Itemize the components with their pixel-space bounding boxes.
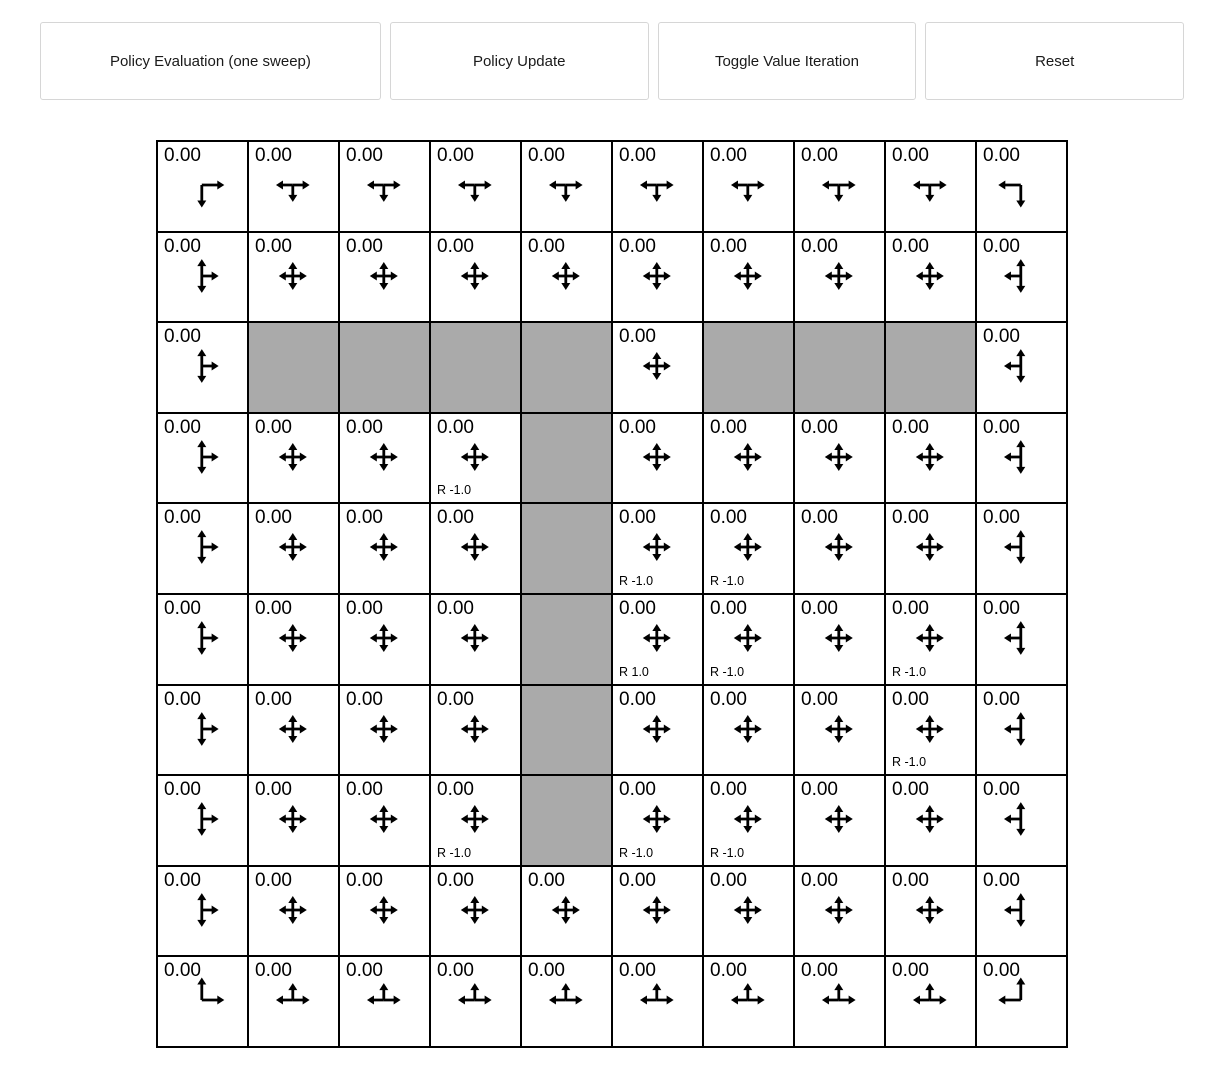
cell-value: 0.00: [983, 507, 1020, 529]
policy-arrows-icon: [808, 880, 868, 940]
cell-value: 0.00: [346, 507, 383, 529]
policy-arrows-icon: [990, 246, 1050, 306]
cell-value: 0.00: [164, 688, 201, 710]
grid-cell[interactable]: [976, 594, 1067, 685]
grid-cell[interactable]: [794, 141, 885, 232]
grid-cell[interactable]: [612, 594, 703, 685]
cell-value: 0.00: [983, 779, 1020, 801]
policy-arrows-icon: [717, 155, 777, 215]
cell-value: 0.00: [801, 235, 838, 257]
grid-cell[interactable]: [703, 141, 794, 232]
policy-arrows-icon: [262, 880, 322, 940]
wall-cell: [703, 322, 794, 413]
cell-value: 0.00: [801, 869, 838, 891]
reward-label: R -1.0: [710, 664, 745, 679]
policy-arrows-icon: [990, 336, 1050, 396]
cell-value: 0.00: [346, 597, 383, 619]
grid-cell[interactable]: [885, 956, 976, 1047]
policy-arrows-icon: [899, 246, 959, 306]
policy-arrows-icon: [899, 789, 959, 849]
grid-cell[interactable]: [430, 141, 521, 232]
policy-arrows-icon: [626, 427, 686, 487]
grid-cell[interactable]: [703, 685, 794, 776]
grid-cell[interactable]: [612, 141, 703, 232]
cell-value: 0.00: [528, 145, 565, 166]
policy-arrows-icon: [262, 427, 322, 487]
cell-value: 0.00: [255, 145, 292, 166]
cell-value: 0.00: [983, 145, 1020, 166]
grid-cell[interactable]: [339, 413, 430, 504]
grid-cell[interactable]: [976, 775, 1067, 866]
gridworld-grid: [156, 140, 1068, 1048]
cell-value: 0.00: [619, 779, 656, 801]
cell-value: 0.00: [710, 416, 747, 438]
grid-cell[interactable]: [612, 413, 703, 504]
grid-cell[interactable]: [430, 232, 521, 323]
grid-cell[interactable]: [976, 232, 1067, 323]
cell-value: 0.00: [619, 960, 656, 982]
policy-arrows-icon: [808, 246, 868, 306]
policy-arrows-icon: [444, 970, 504, 1030]
policy-arrows-icon: [171, 517, 231, 577]
grid-cell[interactable]: [794, 503, 885, 594]
grid-cell[interactable]: [248, 232, 339, 323]
cell-value: 0.00: [619, 688, 656, 710]
policy-arrows-icon: [444, 246, 504, 306]
grid-cell[interactable]: [157, 232, 248, 323]
policy-arrows-icon: [808, 427, 868, 487]
policy-arrows-icon: [353, 246, 413, 306]
policy-arrows-icon: [990, 427, 1050, 487]
policy-arrows-icon: [535, 246, 595, 306]
policy-arrows-icon: [717, 880, 777, 940]
cell-value: 0.00: [983, 235, 1020, 257]
cell-value: 0.00: [255, 869, 292, 891]
policy-arrows-icon: [353, 427, 413, 487]
cell-value: 0.00: [619, 597, 656, 619]
policy-arrows-icon: [626, 336, 686, 396]
policy-arrows-icon: [171, 880, 231, 940]
policy-arrows-icon: [899, 970, 959, 1030]
cell-value: 0.00: [164, 235, 201, 257]
cell-value: 0.00: [528, 235, 565, 257]
cell-value: 0.00: [983, 597, 1020, 619]
cell-value: 0.00: [619, 326, 656, 348]
cell-value: 0.00: [164, 960, 201, 982]
policy-arrows-icon: [353, 608, 413, 668]
grid-cell[interactable]: [430, 413, 521, 504]
policy-arrows-icon: [808, 155, 868, 215]
policy-arrows-icon: [990, 789, 1050, 849]
policy-arrows-icon: [626, 970, 686, 1030]
grid-cell[interactable]: [612, 685, 703, 776]
wall-cell: [521, 503, 612, 594]
grid-cell[interactable]: [794, 685, 885, 776]
cell-value: 0.00: [437, 416, 474, 438]
policy-arrows-icon: [444, 880, 504, 940]
grid-cell[interactable]: [521, 956, 612, 1047]
cell-value: 0.00: [710, 688, 747, 710]
policy-arrows-icon: [717, 789, 777, 849]
grid-cell[interactable]: [248, 956, 339, 1047]
grid-cell[interactable]: [157, 594, 248, 685]
cell-value: 0.00: [164, 145, 201, 166]
cell-value: 0.00: [164, 326, 201, 348]
grid-cell[interactable]: [885, 685, 976, 776]
policy-arrows-icon: [899, 880, 959, 940]
cell-value: 0.00: [619, 869, 656, 891]
reward-label: R -1.0: [710, 573, 745, 588]
grid-cell[interactable]: [430, 956, 521, 1047]
policy-arrows-icon: [626, 699, 686, 759]
cell-value: 0.00: [892, 779, 929, 801]
cell-value: 0.00: [983, 326, 1020, 348]
grid-cell[interactable]: [703, 503, 794, 594]
wall-cell: [521, 322, 612, 413]
wall-cell: [521, 594, 612, 685]
policy-update-button[interactable]: Policy Update: [390, 22, 649, 100]
cell-value: 0.00: [892, 235, 929, 257]
policy-arrows-icon: [171, 336, 231, 396]
policy-arrows-icon: [535, 970, 595, 1030]
reward-label: R -1.0: [437, 483, 472, 498]
grid-cell[interactable]: [794, 232, 885, 323]
policy-arrows-icon: [808, 517, 868, 577]
grid-cell[interactable]: [794, 413, 885, 504]
grid-cell[interactable]: [248, 866, 339, 957]
cell-value: 0.00: [710, 869, 747, 891]
cell-value: 0.00: [346, 960, 383, 982]
cell-value: 0.00: [710, 235, 747, 257]
grid-cell[interactable]: [794, 775, 885, 866]
grid-cell[interactable]: [157, 956, 248, 1047]
cell-value: 0.00: [619, 416, 656, 438]
cell-value: 0.00: [255, 779, 292, 801]
grid-cell[interactable]: [612, 956, 703, 1047]
policy-arrows-icon: [808, 789, 868, 849]
grid-cell[interactable]: [339, 503, 430, 594]
cell-value: 0.00: [346, 416, 383, 438]
policy-arrows-icon: [990, 970, 1050, 1030]
grid-cell[interactable]: [157, 503, 248, 594]
policy-arrows-icon: [899, 699, 959, 759]
grid-cell[interactable]: [157, 775, 248, 866]
cell-value: 0.00: [437, 960, 474, 982]
policy-arrows-icon: [171, 699, 231, 759]
cell-value: 0.00: [255, 507, 292, 529]
policy-arrows-icon: [899, 427, 959, 487]
cell-value: 0.00: [710, 960, 747, 982]
policy-arrows-icon: [353, 699, 413, 759]
grid-cell[interactable]: [157, 322, 248, 413]
reward-label: R -1.0: [710, 845, 745, 860]
cell-value: 0.00: [164, 507, 201, 529]
reset-button[interactable]: Reset: [925, 22, 1184, 100]
cell-value: 0.00: [710, 145, 747, 166]
policy-arrows-icon: [717, 699, 777, 759]
wall-cell: [339, 322, 430, 413]
policy-arrows-icon: [262, 608, 322, 668]
policy-arrows-icon: [444, 517, 504, 577]
grid-cell[interactable]: [703, 232, 794, 323]
policy-arrows-icon: [262, 699, 322, 759]
wall-cell: [794, 322, 885, 413]
cell-value: 0.00: [346, 869, 383, 891]
policy-arrows-icon: [990, 517, 1050, 577]
grid-cell[interactable]: [703, 866, 794, 957]
policy-arrows-icon: [171, 155, 231, 215]
cell-value: 0.00: [892, 960, 929, 982]
policy-arrows-icon: [353, 880, 413, 940]
cell-value: 0.00: [255, 416, 292, 438]
grid-cell[interactable]: [794, 594, 885, 685]
wall-cell: [248, 322, 339, 413]
cell-value: 0.00: [892, 597, 929, 619]
grid-cell[interactable]: [976, 503, 1067, 594]
cell-value: 0.00: [164, 597, 201, 619]
wall-cell: [885, 322, 976, 413]
policy-arrows-icon: [899, 155, 959, 215]
policy-arrows-icon: [717, 517, 777, 577]
policy-arrows-icon: [262, 970, 322, 1030]
grid-cell[interactable]: [157, 866, 248, 957]
cell-value: 0.00: [801, 688, 838, 710]
grid-cell[interactable]: [339, 232, 430, 323]
grid-cell[interactable]: [612, 503, 703, 594]
cell-value: 0.00: [983, 960, 1020, 982]
policy-arrows-icon: [353, 789, 413, 849]
grid-cell[interactable]: [794, 866, 885, 957]
policy-arrows-icon: [899, 608, 959, 668]
cell-value: 0.00: [255, 960, 292, 982]
grid-cell[interactable]: [430, 685, 521, 776]
grid-cell[interactable]: [976, 141, 1067, 232]
policy-arrows-icon: [262, 517, 322, 577]
cell-value: 0.00: [437, 779, 474, 801]
policy-arrows-icon: [990, 608, 1050, 668]
policy-arrows-icon: [717, 970, 777, 1030]
policy-arrows-icon: [535, 880, 595, 940]
cell-value: 0.00: [710, 597, 747, 619]
policy-arrows-icon: [626, 246, 686, 306]
cell-value: 0.00: [164, 869, 201, 891]
cell-value: 0.00: [528, 960, 565, 982]
cell-value: 0.00: [437, 235, 474, 257]
grid-cell[interactable]: [885, 503, 976, 594]
policy-arrows-icon: [808, 970, 868, 1030]
cell-value: 0.00: [801, 507, 838, 529]
cell-value: 0.00: [710, 507, 747, 529]
policy-arrows-icon: [171, 246, 231, 306]
grid-cell[interactable]: [976, 866, 1067, 957]
cell-value: 0.00: [983, 869, 1020, 891]
cell-value: 0.00: [892, 416, 929, 438]
grid-cell[interactable]: [885, 594, 976, 685]
grid-cell[interactable]: [885, 775, 976, 866]
reward-label: R -1.0: [892, 664, 927, 679]
grid-cell[interactable]: [521, 232, 612, 323]
policy-arrows-icon: [444, 699, 504, 759]
cell-value: 0.00: [437, 869, 474, 891]
grid-cell[interactable]: [248, 594, 339, 685]
policy-arrows-icon: [626, 155, 686, 215]
cell-value: 0.00: [346, 688, 383, 710]
toolbar: [40, 22, 1184, 100]
grid-cell[interactable]: [885, 141, 976, 232]
policy-arrows-icon: [262, 246, 322, 306]
cell-value: 0.00: [801, 960, 838, 982]
grid-cell[interactable]: [430, 594, 521, 685]
policy-arrows-icon: [171, 970, 231, 1030]
grid-cell[interactable]: [248, 503, 339, 594]
cell-value: 0.00: [346, 145, 383, 166]
policy-arrows-icon: [353, 970, 413, 1030]
grid-cell[interactable]: [248, 141, 339, 232]
cell-value: 0.00: [892, 688, 929, 710]
cell-value: 0.00: [801, 416, 838, 438]
grid-cell[interactable]: [339, 956, 430, 1047]
cell-value: 0.00: [437, 507, 474, 529]
cell-value: 0.00: [255, 688, 292, 710]
policy-arrows-icon: [444, 789, 504, 849]
grid-cell[interactable]: [703, 775, 794, 866]
grid-cell[interactable]: [339, 594, 430, 685]
grid-cell[interactable]: [612, 322, 703, 413]
grid-cell[interactable]: [976, 322, 1067, 413]
reward-label: R -1.0: [619, 845, 654, 860]
grid-cell[interactable]: [430, 866, 521, 957]
policy-arrows-icon: [808, 608, 868, 668]
grid-cell[interactable]: [703, 956, 794, 1047]
policy-arrows-icon: [626, 880, 686, 940]
cell-value: 0.00: [801, 145, 838, 166]
grid-cell[interactable]: [612, 866, 703, 957]
policy-arrows-icon: [171, 789, 231, 849]
grid-cell[interactable]: [339, 775, 430, 866]
policy-arrows-icon: [626, 608, 686, 668]
grid-cell[interactable]: [157, 413, 248, 504]
cell-value: 0.00: [892, 869, 929, 891]
reward-label: R -1.0: [437, 845, 472, 860]
policy-arrows-icon: [171, 427, 231, 487]
cell-value: 0.00: [437, 688, 474, 710]
policy-arrows-icon: [990, 880, 1050, 940]
cell-value: 0.00: [437, 145, 474, 166]
policy-arrows-icon: [626, 789, 686, 849]
cell-value: 0.00: [346, 779, 383, 801]
policy-evaluation-button[interactable]: Policy Evaluation (one sweep): [40, 22, 381, 100]
cell-value: 0.00: [892, 507, 929, 529]
grid-cell[interactable]: [339, 141, 430, 232]
policy-arrows-icon: [444, 608, 504, 668]
grid-cell[interactable]: [703, 594, 794, 685]
policy-arrows-icon: [990, 699, 1050, 759]
cell-value: 0.00: [528, 869, 565, 891]
grid-cell[interactable]: [521, 141, 612, 232]
cell-value: 0.00: [801, 779, 838, 801]
grid-cell[interactable]: [430, 775, 521, 866]
policy-arrows-icon: [353, 155, 413, 215]
cell-value: 0.00: [710, 779, 747, 801]
wall-cell: [521, 775, 612, 866]
cell-value: 0.00: [619, 145, 656, 166]
cell-value: 0.00: [801, 597, 838, 619]
policy-arrows-icon: [626, 517, 686, 577]
grid-cell[interactable]: [248, 685, 339, 776]
cell-value: 0.00: [437, 597, 474, 619]
grid-cell[interactable]: [612, 232, 703, 323]
policy-arrows-icon: [353, 517, 413, 577]
wall-cell: [521, 413, 612, 504]
cell-value: 0.00: [983, 416, 1020, 438]
cell-value: 0.00: [983, 688, 1020, 710]
policy-arrows-icon: [444, 427, 504, 487]
reward-label: R -1.0: [892, 755, 927, 770]
grid-cell[interactable]: [248, 775, 339, 866]
grid-cell[interactable]: [976, 413, 1067, 504]
grid-cell[interactable]: [157, 685, 248, 776]
policy-arrows-icon: [717, 246, 777, 306]
toggle-value-iteration-button[interactable]: Toggle Value Iteration: [658, 22, 917, 100]
reward-label: R 1.0: [619, 664, 649, 679]
policy-arrows-icon: [717, 427, 777, 487]
grid-cell[interactable]: [430, 503, 521, 594]
policy-arrows-icon: [808, 699, 868, 759]
cell-value: 0.00: [164, 779, 201, 801]
grid-cell[interactable]: [339, 685, 430, 776]
policy-arrows-icon: [171, 608, 231, 668]
policy-arrows-icon: [262, 789, 322, 849]
policy-arrows-icon: [444, 155, 504, 215]
policy-arrows-icon: [717, 608, 777, 668]
cell-value: 0.00: [164, 416, 201, 438]
wall-cell: [521, 685, 612, 776]
grid-cell[interactable]: [339, 866, 430, 957]
cell-value: 0.00: [619, 507, 656, 529]
policy-arrows-icon: [535, 155, 595, 215]
grid-cell[interactable]: [885, 866, 976, 957]
grid-cell[interactable]: [612, 775, 703, 866]
grid-cell[interactable]: [885, 232, 976, 323]
cell-value: 0.00: [255, 235, 292, 257]
cell-value: 0.00: [892, 145, 929, 166]
cell-value: 0.00: [346, 235, 383, 257]
cell-value: 0.00: [255, 597, 292, 619]
policy-arrows-icon: [262, 155, 322, 215]
grid-cell[interactable]: [703, 413, 794, 504]
grid-cell[interactable]: [976, 685, 1067, 776]
grid-cell[interactable]: [157, 141, 248, 232]
reward-label: R -1.0: [619, 573, 654, 588]
grid-cell[interactable]: [976, 956, 1067, 1047]
cell-value: 0.00: [619, 235, 656, 257]
grid-cell[interactable]: [794, 956, 885, 1047]
policy-arrows-icon: [899, 517, 959, 577]
grid-cell[interactable]: [521, 866, 612, 957]
grid-cell[interactable]: [248, 413, 339, 504]
grid-cell[interactable]: [885, 413, 976, 504]
wall-cell: [430, 322, 521, 413]
policy-arrows-icon: [990, 155, 1050, 215]
